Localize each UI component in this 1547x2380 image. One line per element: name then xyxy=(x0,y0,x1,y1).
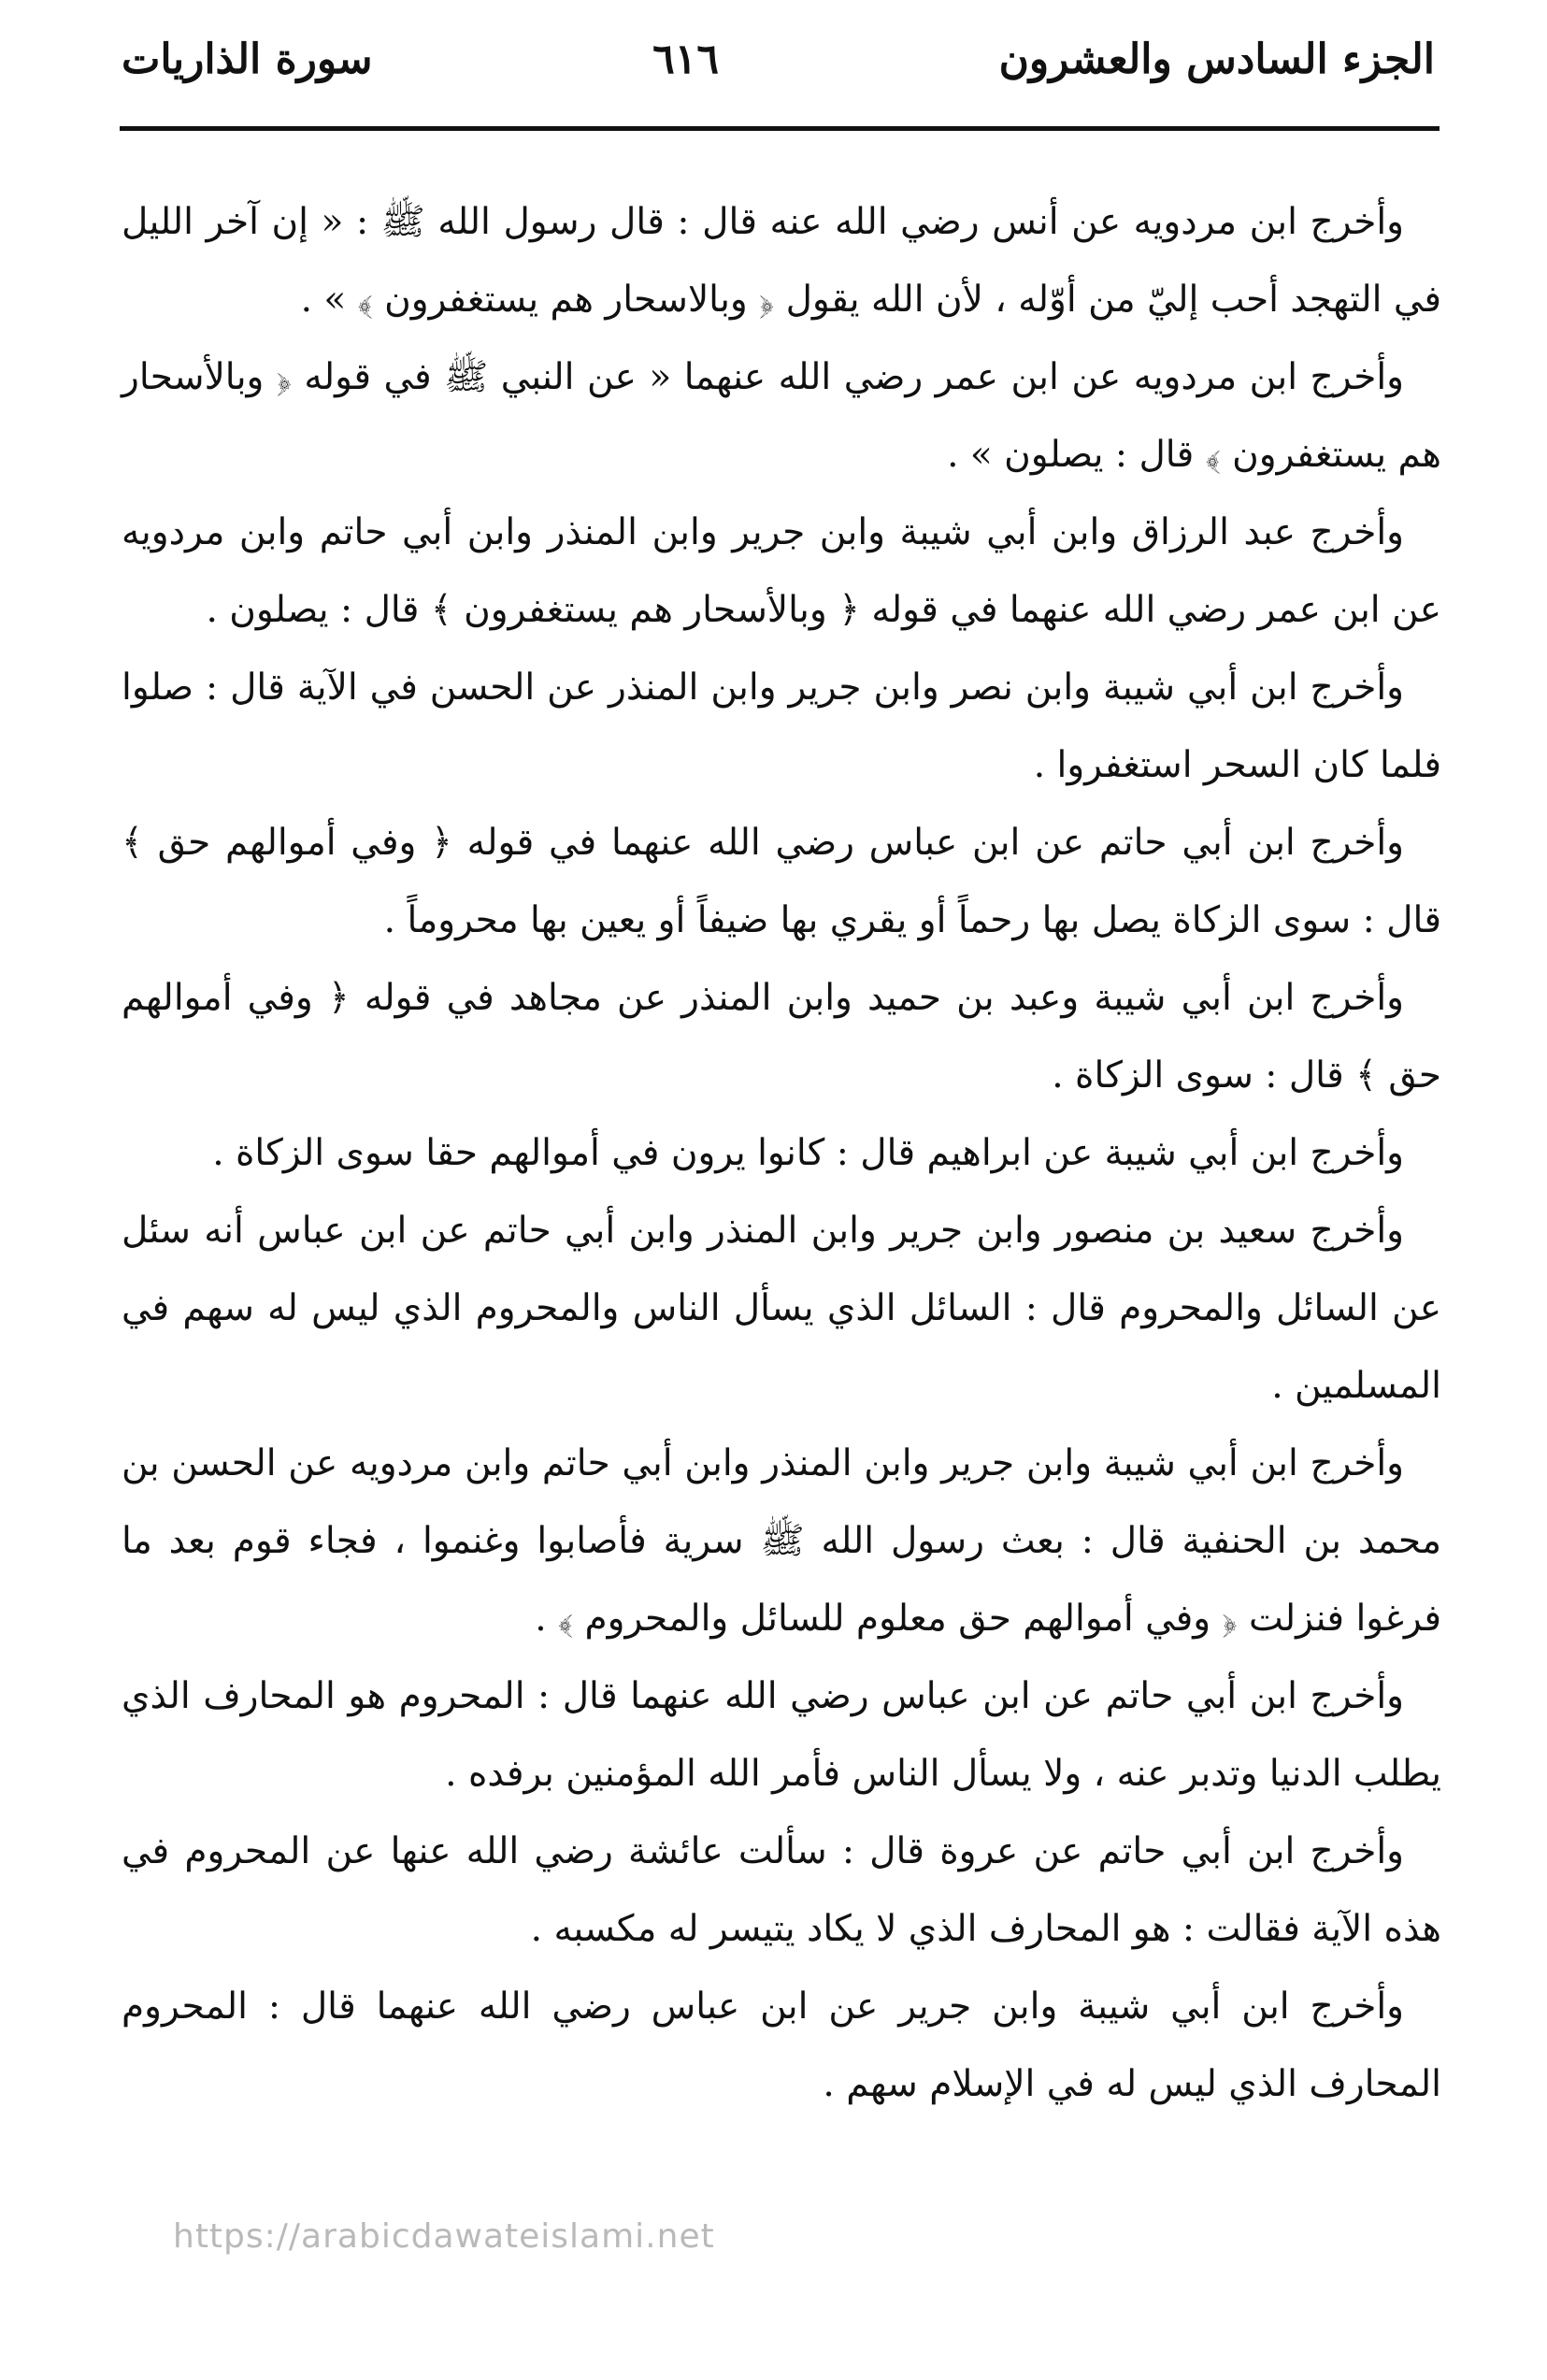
paragraph: وأخرج ابن أبي شيبة وابن جرير عن ابن عباس رضي الله عنهما قال : المحروم المحارف الذي ليس له في الإسلام سهم . xyxy=(122,1986,1441,2105)
paragraph: وأخرج سعيد بن منصور وابن جرير وابن المنذر وابن أبي حاتم عن ابن عباس أنه سئل عن السائل والمحروم قال : السائل الذي يسأل الناس والمحروم الذي ليس له سهم في المسلمين . xyxy=(122,1210,1441,1407)
surah-title: سورة الذاريات xyxy=(122,35,373,83)
paragraph: وأخرج ابن مردويه عن ابن عمر رضي الله عنهما « عن النبي ﷺ في قوله ﴿ وبالأسحار هم يستغفرون ﴾ قال : يصلون » . xyxy=(122,356,1441,476)
paragraph: وأخرج ابن أبي حاتم عن عروة قال : سألت عائشة رضي الله عنها عن المحروم في هذه الآية فقالت : هو المحارف الذي لا يكاد يتيسر له مكسبه . xyxy=(122,1830,1441,1950)
body-text xyxy=(122,183,1441,2123)
paragraph: وأخرج ابن أبي حاتم عن ابن عباس رضي الله عنهما قال : المحروم هو المحارف الذي يطلب الدنيا وتدبر عنه ، ولا يسأل الناس فأمر الله المؤمنين برفده . xyxy=(122,1675,1441,1795)
paragraph: وأخرج ابن أبي شيبة عن ابراهيم قال : كانوا يرون في أموالهم حقا سوى الزكاة . xyxy=(212,1132,1404,1174)
paragraph: وأخرج عبد الرزاق وابن أبي شيبة وابن جرير وابن المنذر وابن أبي حاتم وابن مردويه عن ابن عمر رضي الله عنهما في قوله ﴿ وبالأسحار هم يستغفرون ﴾ قال : يصلون . xyxy=(122,511,1441,631)
watermark-url: https://arabicdawateislami.net xyxy=(173,2217,715,2256)
page-number: ٦١٦ xyxy=(652,35,719,83)
part-title: الجزء السادس والعشرون xyxy=(998,35,1435,83)
paragraph: وأخرج ابن أبي شيبة وابن نصر وابن جرير وابن المنذر عن الحسن في الآية قال : صلوا فلما كان السحر استغفروا . xyxy=(122,667,1441,786)
paragraph: وأخرج ابن أبي شيبة وابن جرير وابن المنذر وابن أبي حاتم وابن مردويه عن الحسن بن محمد بن الحنفية قال : بعث رسول الله ﷺ سرية فأصابوا وغنموا ، فجاء قوم بعد ما فرغوا فنزلت ﴿ وفي أموالهم حق معلوم للسائل والمحروم ﴾ . xyxy=(122,1442,1441,1640)
paragraph: وأخرج ابن مردويه عن أنس رضي الله عنه قال : قال رسول الله ﷺ : « إن آخر الليل في التهجد أحب إليّ من أوّله ، لأن الله يقول ﴿ وبالاسحار هم يستغفرون ﴾ » . xyxy=(122,201,1441,321)
header-rule xyxy=(120,126,1440,131)
paragraph: وأخرج ابن أبي حاتم عن ابن عباس رضي الله عنهما في قوله ﴿ وفي أموالهم حق ﴾ قال : سوى الزكاة يصل بها رحماً أو يقري بها ضيفاً أو يعين بها محروماً . xyxy=(122,822,1441,941)
running-header xyxy=(122,26,1435,92)
paragraph: وأخرج ابن أبي شيبة وعبد بن حميد وابن المنذر عن مجاهد في قوله ﴿ وفي أموالهم حق ﴾ قال : سوى الزكاة . xyxy=(122,977,1441,1097)
